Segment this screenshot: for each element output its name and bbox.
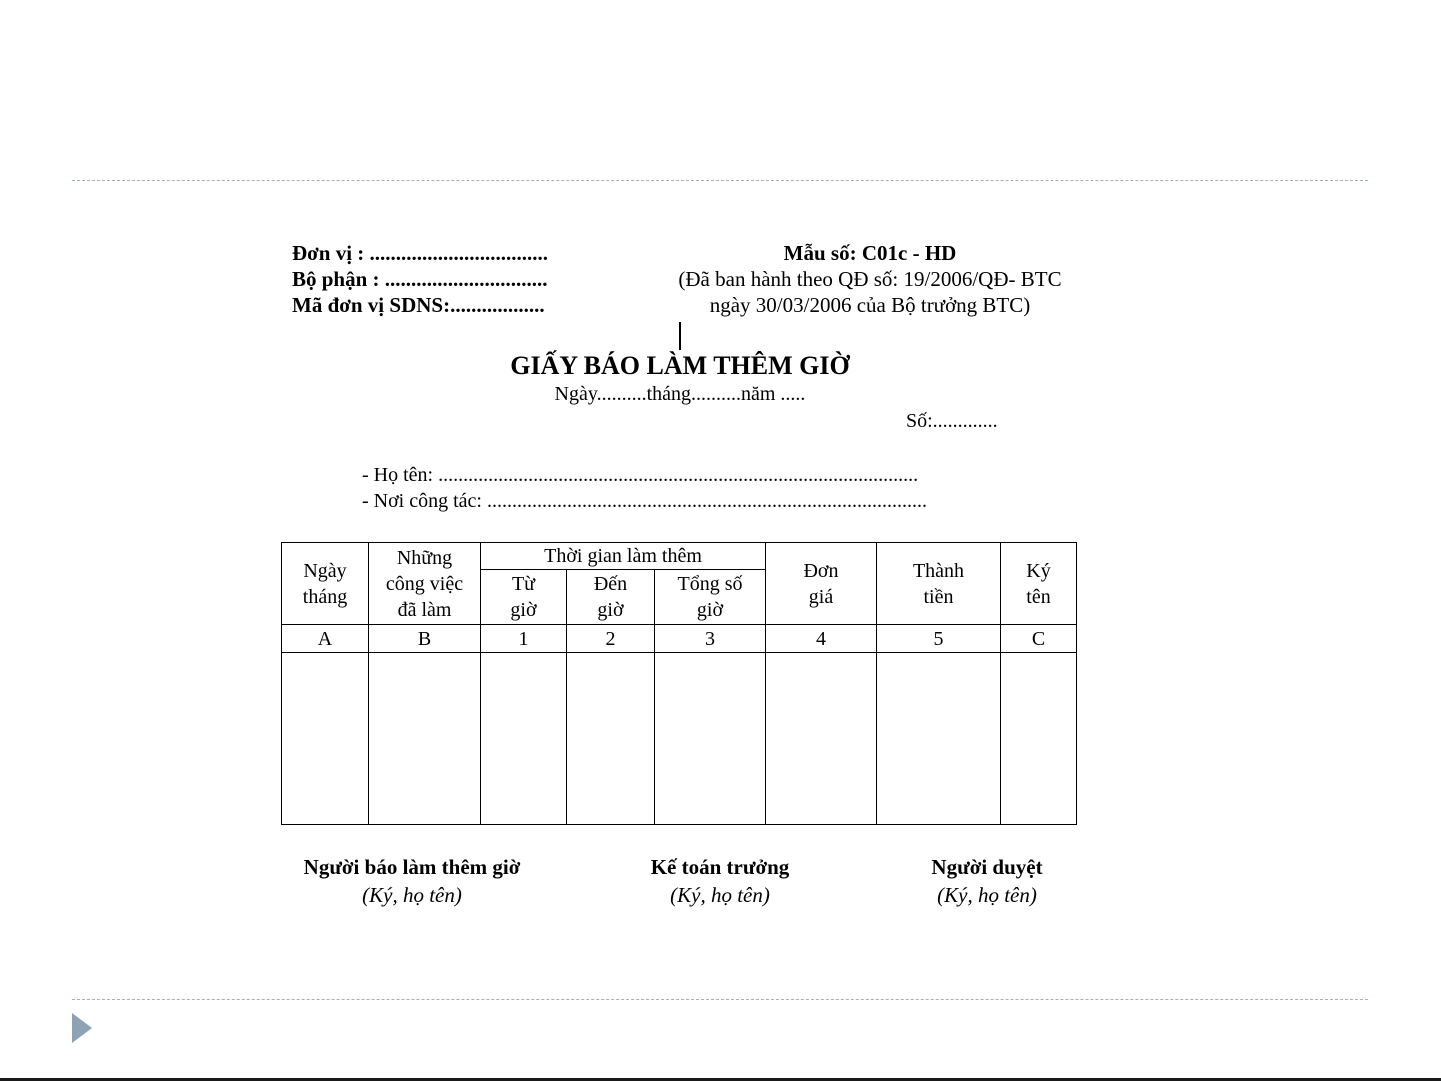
cell-line: Tổng số: [677, 573, 743, 596]
table-body-row: [282, 653, 1077, 825]
text-cursor: [679, 322, 681, 350]
cell-line: giờ: [510, 599, 537, 622]
cell-line: Đơn: [803, 559, 839, 582]
signature-approver: [837, 853, 1137, 909]
empty-cell: [877, 653, 1001, 825]
don-vi-line: Đơn vị : ..................................: [292, 241, 549, 265]
empty-cell: [567, 653, 655, 825]
col-header-nhung-cong-viec: [369, 543, 481, 625]
signature-title: Người duyệt: [931, 855, 1043, 879]
signature-note: (Ký, họ tên): [670, 883, 770, 907]
document-number: Số:.............: [906, 410, 998, 432]
signature-title: Kế toán trưởng: [650, 855, 790, 879]
col-header-den-gio: [567, 570, 655, 625]
index-row: [282, 625, 1077, 653]
col-header-ngay-thang: [282, 543, 369, 625]
header-right-block: [640, 240, 1100, 318]
cell-line: tên: [1026, 585, 1051, 608]
group-header-thoi-gian: Thời gian làm thêm: [481, 543, 766, 570]
cell-line: giá: [808, 585, 834, 608]
index-cell: 3: [655, 625, 766, 653]
header-left-block: [292, 240, 548, 318]
index-cell: B: [369, 625, 481, 653]
col-header-don-gia: [766, 543, 877, 625]
cell-line: giờ: [696, 599, 724, 622]
cell-line: tiền: [923, 585, 954, 608]
cell-line: công việc: [385, 572, 464, 595]
date-line: Ngày..........tháng..........năm .....: [554, 383, 806, 405]
index-cell: C: [1001, 625, 1077, 653]
cell-line: Ký: [1026, 559, 1051, 582]
bo-phan-line: Bộ phận : ...............................: [292, 267, 548, 291]
ma-don-vi-line: Mã đơn vị SDNS:..................: [292, 293, 545, 317]
empty-cell: [282, 653, 369, 825]
empty-cell: [1001, 653, 1077, 825]
mau-so-line: Mẫu số: C01c - HD: [783, 241, 957, 265]
index-cell: A: [282, 625, 369, 653]
col-header-ky-ten: [1001, 543, 1077, 625]
cell-line: Ngày: [303, 559, 347, 582]
empty-cell: [481, 653, 567, 825]
index-cell: 2: [567, 625, 655, 653]
empty-cell: [766, 653, 877, 825]
bottom-dashed-divider: [72, 999, 1368, 1000]
noi-cong-tac-line: - Nơi công tác: ........................................................................................: [362, 490, 927, 512]
slide-bullet-arrow-icon: [72, 1013, 92, 1043]
cell-line: giờ: [597, 599, 624, 622]
cell-line: Từ: [511, 573, 536, 596]
overtime-table: [281, 542, 1077, 825]
index-cell: 4: [766, 625, 877, 653]
col-header-tong-so-gio: [655, 570, 766, 625]
signature-reporter: [262, 853, 562, 909]
document-title: GIẤY BÁO LÀM THÊM GIỜ: [510, 351, 850, 380]
index-cell: 5: [877, 625, 1001, 653]
cell-line: Những: [396, 546, 453, 569]
col-header-tu-gio: [481, 570, 567, 625]
ban-hanh-line: (Đã ban hành theo QĐ số: 19/2006/QĐ- BTC: [678, 267, 1062, 291]
ngay-ban-hanh-line: ngày 30/03/2006 của Bộ trưởng BTC): [709, 293, 1031, 317]
signature-chief-accountant: [570, 853, 870, 909]
cell-line: Thành: [912, 559, 965, 582]
cell-line: Đến: [593, 573, 628, 596]
signature-note: (Ký, họ tên): [362, 883, 462, 907]
cell-line: đã làm: [397, 598, 452, 621]
signature-title: Người báo làm thêm giờ: [303, 855, 521, 879]
empty-cell: [369, 653, 481, 825]
ho-ten-line: - Họ tên: ................................................................................................: [362, 464, 919, 486]
signature-note: (Ký, họ tên): [937, 883, 1037, 907]
empty-cell: [655, 653, 766, 825]
cell-line: tháng: [302, 585, 348, 608]
top-dashed-divider: [72, 180, 1368, 181]
col-header-thanh-tien: [877, 543, 1001, 625]
index-cell: 1: [481, 625, 567, 653]
